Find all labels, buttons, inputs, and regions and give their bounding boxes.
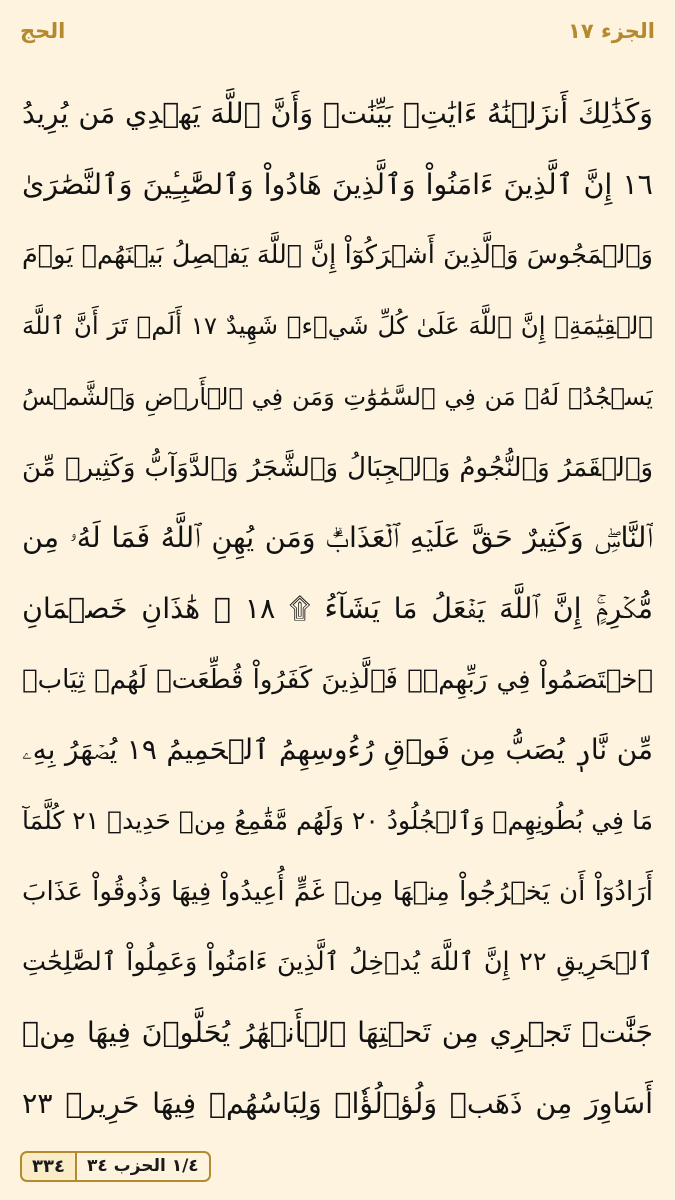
surah-name: الحج: [20, 19, 66, 43]
text-line: مُّكۡرِمٍۚ إِنَّ ٱللَّهَ يَفۡعَلُ مَا يَشَآءُ ۩ ١٨ ۞ هَٰذَانِ خَصۡمَانِ: [22, 591, 653, 625]
quran-page-text: [22, 80, 653, 1138]
page-header: [20, 14, 655, 48]
text-line: جَنَّٰتٖ تَجۡرِي مِن تَحۡتِهَا ٱلۡأَنۡهَٰرُ يُحَلَّوۡنَ فِيهَا مِنۡ: [22, 1016, 653, 1050]
text-line: وَٱلۡمَجُوسَ وَٱلَّذِينَ أَشۡرَكُوٓاْ إِنَّ ٱللَّهَ يَفۡصِلُ بَيۡنَهُمۡ يَوۡمَ: [22, 240, 653, 271]
juz-label: الجزء ١٧: [568, 19, 655, 43]
text-line: يَسۡجُدُۤ لَهُۥ مَن فِي ٱلسَّمَٰوَٰتِ وَمَن فِي ٱلۡأَرۡضِ وَٱلشَّمۡسُ: [22, 382, 653, 411]
text-line: ٱخۡتَصَمُواْ فِي رَبِّهِمۡۖ فَٱلَّذِينَ كَفَرُواْ قُطِّعَتۡ لَهُمۡ ثِيَابٞ: [22, 664, 653, 695]
text-line: ٱلۡقِيَٰمَةِۚ إِنَّ ٱللَّهَ عَلَىٰ كُلِّ شَيۡءٖ شَهِيدٌ ١٧ أَلَمۡ تَرَ أَنَّ ٱللَّهَ: [22, 311, 653, 341]
page-number: ٣٣٤: [20, 1151, 77, 1182]
hizb-label: ١/٤ الحزب ٣٤: [77, 1151, 211, 1182]
text-line: أَسَاوِرَ مِن ذَهَبٖ وَلُؤۡلُؤٗاۖ وَلِبَاسُهُمۡ فِيهَا حَرِيرٞ ٢٣: [22, 1086, 653, 1120]
text-line: مِّن نَّارٖ يُصَبُّ مِن فَوۡقِ رُءُوسِهِمُ ٱلۡحَمِيمُ ١٩ يُصۡهَرُ بِهِۦ: [22, 733, 653, 767]
page-footer: [20, 1151, 211, 1182]
text-line: ٱلۡحَرِيقِ ٢٢ إِنَّ ٱللَّهَ يُدۡخِلُ ٱلَّذِينَ ءَامَنُواْ وَعَمِلُواْ ٱلصَّٰلِحَٰتِ: [22, 947, 653, 978]
text-line: أَرَادُوٓاْ أَن يَخۡرُجُواْ مِنۡهَا مِنۡ غَمٍّ أُعِيدُواْ فِيهَا وَذُوقُواْ عَذَابَ: [22, 876, 653, 907]
text-line: ٱلنَّاسِۖ وَكَثِيرٌ حَقَّ عَلَيۡهِ ٱلۡعَذَابُۗ وَمَن يُهِنِ ٱللَّهُ فَمَا لَهُۥ مِن: [22, 521, 653, 555]
text-line: وَٱلۡقَمَرُ وَٱلنُّجُومُ وَٱلۡجِبَالُ وَٱلشَّجَرُ وَٱلدَّوَآبُّ وَكَثِيرٞ مِّنَ: [22, 452, 653, 483]
text-line: وَكَذَٰلِكَ أَنزَلۡنَٰهُ ءَايَٰتِۭ بَيِّنَٰتٖ وَأَنَّ ٱللَّهَ يَهۡدِي مَن يُرِيدُ: [22, 97, 653, 130]
text-line: ١٦ إِنَّ ٱلَّذِينَ ءَامَنُواْ وَٱلَّذِينَ هَادُواْ وَٱلصَّٰبِـِٔينَ وَٱلنَّصَٰرَىٰ: [22, 167, 653, 201]
text-line: مَا فِي بُطُونِهِمۡ وَٱلۡجُلُودُ ٢٠ وَلَهُم مَّقَٰمِعُ مِنۡ حَدِيدٖ ٢١ كُلَّمَآ: [22, 806, 653, 836]
